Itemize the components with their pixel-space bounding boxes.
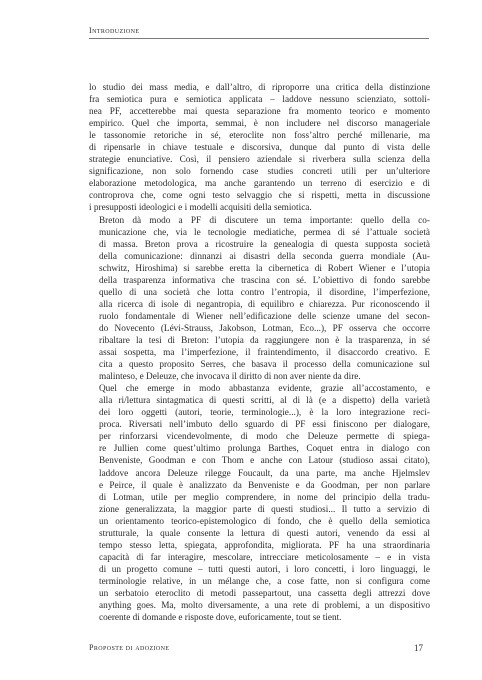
text-line: zione generalizzata, la maggior parte di questi studiosi... Il tutto a servizio di [99, 504, 430, 515]
page-number: 17 [414, 643, 423, 653]
text-line: do Novecento (Lévi-Strauss, Jakobson, Lotman, Eco...), PF osserva che occorre [99, 323, 430, 334]
text-line: alla ri/lettura sintagmatica di questi scritti, al di là (e a dispetto) della varietà [99, 396, 430, 407]
text-line: re Jullien come quest’ultimo prolunga Barthes, Coquet entra in dialogo con [99, 444, 430, 455]
text-line: schwitz, Hiroshima) si sarebbe eretta la cibernetica di Robert Wiener e l’utopia [99, 263, 430, 274]
text-line: coerente di domande e risposte dove, euforicamente, tout se tient. [99, 613, 342, 624]
text-line: ruolo fondamentale di Wiener nell’edificazione delle scienze umane del secon- [99, 311, 430, 322]
text-line: capacità di far interagire, mescolare, intrecciare meticolosamente – e in vista [99, 552, 430, 563]
text-line: significazione, non solo fornendo case studies concreti utili per un’ulteriore [89, 167, 430, 178]
body-text [89, 82, 430, 624]
text-line: anything goes. Ma, molto diversamente, a una rete di problemi, a un dispositivo [99, 601, 430, 612]
text-line: di Lotman, utile per meglio comprendere, in nome del principio della tradu- [99, 492, 430, 503]
text-line: cita a questo proposito Serres, che basava il processo della comunicazione sul [99, 360, 430, 371]
text-line: ribaltare la tesi di Breton: l’utopia da raggiungere non è la trasparenza, in sé [99, 335, 430, 346]
text-line: tempo stesso letta, spiegata, approfondita, migliorata. PF ha una straordinaria [99, 540, 430, 551]
text-line: i presupposti ideologici e i modelli acquisiti della semiotica. [89, 203, 312, 214]
text-line: le tassonomie retoriche in sé, eteroclite non foss’altro perché millenarie, ma [89, 131, 430, 142]
text-line: per rinforzarsi vicendevolmente, di modo che Deleuze permette di spiega- [99, 432, 430, 443]
text-line: proca. Riversati nell’imbuto dello sguardo di PF essi finiscono per dialogare, [99, 420, 430, 431]
text-line: un orientamento teorico-epistemologico di fondo, che è quello della semiotica [99, 516, 430, 527]
text-line: strategie enunciative. Così, il pensiero aziendale si riverbera sulla scienza della [89, 155, 430, 166]
text-line: di ripensarle in chiave testuale e discorsiva, dunque dal punto di vista delle [89, 143, 430, 154]
footer-title: Proposte di adozione [89, 643, 170, 652]
text-line: empirico. Quel che importa, semmai, è non includere nel discorso manageriale [89, 119, 430, 130]
text-line: della trasparenza informativa che trascina con sé. L’obiettivo di fondo sarebbe [99, 275, 430, 286]
text-line: Benveniste, Goodman e con Thom e anche con Latour (studioso assai citato), [99, 456, 430, 467]
text-line: malinteso, e Deleuze, che invocava il diritto di non aver niente da dire. [99, 372, 361, 383]
text-line: Quel che emerge in modo abbastanza evidente, grazie all’accostamento, e [99, 384, 430, 395]
text-line: di un progetto comune – tutti questi autori, i loro concetti, i loro linguaggi, le [99, 564, 430, 575]
text-line: nea PF, accetterebbe mai questa separazione fra momento teorico e momento [89, 107, 430, 118]
text-line: della comunicazione: dinnanzi ai disastri della seconda guerra mondiale (Au- [99, 251, 430, 262]
text-line: fra semiotica pura e semiotica applicata – laddove nessuno scienziato, sottoli- [89, 95, 430, 106]
paragraph-1 [89, 82, 430, 215]
text-line: Breton dà modo a PF di discutere un tema importante: quello della co- [99, 215, 430, 226]
text-line: elaborazione metodologica, ma anche garantendo un terreno di esercizio e di [89, 179, 430, 190]
paragraph-2 [89, 215, 430, 384]
text-line: quello di una società che lotta contro l’entropia, il disordine, l’imperfezione, [99, 287, 430, 298]
text-line: terminologie relative, in un mélange che, a cose fatte, non si configura come [99, 576, 430, 587]
text-line: strutturale, la quale consente la lettura di questi autori, venendo da essi al [99, 528, 430, 539]
text-line: assai sospetta, ma l’imperfezione, il fraintendimento, il disaccordo creativo. E [99, 348, 430, 359]
text-line: lo studio dei mass media, e dall’altro, di riproporre una critica della distinzione [89, 83, 430, 93]
text-line: alla ricerca di isole di negantropia, di equilibro e chiarezza. Pur riconoscendo il [99, 299, 430, 310]
text-line: laddove ancora Deleuze rilegge Foucault, da una parte, ma anche Hjelmslev [99, 468, 430, 479]
text-line: municazione che, via le tecnologie mediatiche, permea di sé l’attuale società [99, 227, 430, 238]
text-line: di massa. Breton prova a ricostruire la genealogia di questa supposta società [99, 239, 430, 250]
text-line: e Peirce, il quale è analizzato da Benveniste e da Goodman, per non parlare [99, 480, 430, 491]
text-line: dei loro oggetti (autori, teorie, terminologie...), è la loro integrazione reci- [99, 408, 430, 419]
text-line: un serbatoio eteroclito di metodi passepartout, una cassetta degli attrezzi dove [99, 588, 430, 599]
running-head: Introduzione [89, 26, 140, 35]
paragraph-3 [89, 383, 430, 624]
header-rule [89, 38, 429, 39]
text-line: controprova che, come ogni testo selvaggio che si rispetti, metta in discussione [89, 191, 430, 202]
